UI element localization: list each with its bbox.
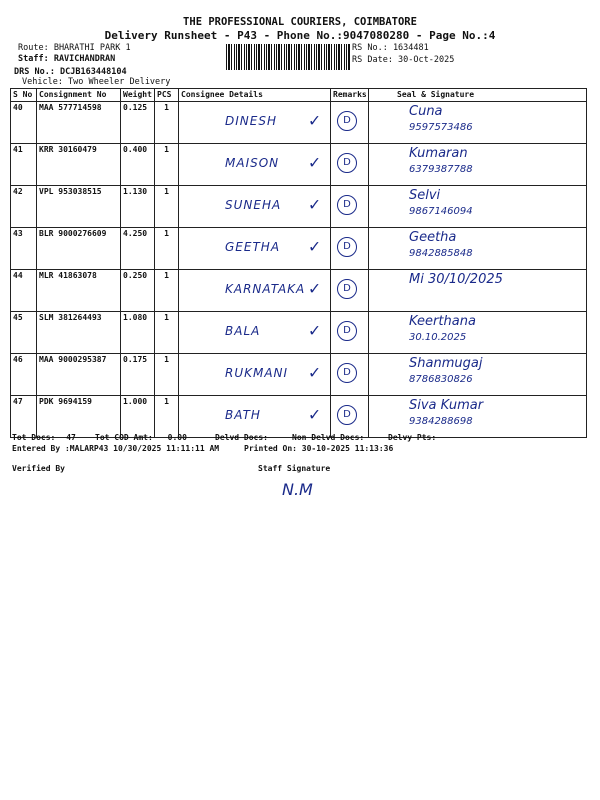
row-sno: 43	[11, 228, 37, 270]
col-consignee: Consignee Details	[179, 89, 331, 102]
row-consignment: MLR 41863078	[37, 270, 121, 312]
col-remarks: Remarks	[331, 89, 369, 102]
drs-label: DRS No.: DCJB163448104	[14, 67, 127, 77]
signature-phone: 6379387788	[409, 164, 473, 175]
row-remarks	[331, 228, 369, 270]
row-consignment: MAA 9000295387	[37, 354, 121, 396]
printed-on: Printed On: 30-10-2025 11:13:36	[244, 444, 394, 453]
row-sno: 46	[11, 354, 37, 396]
row-signature	[369, 270, 587, 312]
signature-handwriting: Keerthana	[409, 314, 476, 329]
signature-handwriting: Kumaran	[409, 146, 468, 161]
tot-docs-value: 47	[66, 433, 76, 442]
row-signature	[369, 228, 587, 270]
row-weight: 1.080	[121, 312, 155, 354]
remark-stamp-icon: D	[337, 237, 357, 257]
row-sno: 45	[11, 312, 37, 354]
signature-handwriting: Siva Kumar	[409, 398, 484, 413]
table-header-row	[11, 89, 587, 102]
runsheet-title: Delivery Runsheet - P43 - Phone No.:9047080280 - Page No.:4	[104, 29, 496, 42]
table-row	[11, 144, 587, 186]
row-consignment: BLR 9000276609	[37, 228, 121, 270]
row-consignment: PDK 9694159	[37, 396, 121, 438]
row-consignee	[179, 144, 331, 186]
row-pcs: 1	[155, 228, 179, 270]
table-row	[11, 312, 587, 354]
verified-by: Verified By	[12, 464, 65, 473]
row-signature	[369, 312, 587, 354]
consignee-handwriting: SUNEHA	[225, 198, 282, 212]
signature-phone: 9867146094	[409, 206, 473, 217]
signature-handwriting: Selvi	[409, 188, 441, 203]
row-sno: 40	[11, 102, 37, 144]
row-weight: 0.250	[121, 270, 155, 312]
row-weight: 4.250	[121, 228, 155, 270]
row-consignee	[179, 186, 331, 228]
row-weight: 1.000	[121, 396, 155, 438]
col-consignment: Consignment No	[37, 89, 121, 102]
remark-stamp-icon: D	[337, 153, 357, 173]
col-sno: S No	[11, 89, 37, 102]
delvd-docs: Delvd Docs:	[215, 433, 268, 442]
check-mark-icon: ✓	[309, 152, 320, 173]
signature-phone: 9384288698	[409, 416, 473, 427]
row-consignee	[179, 312, 331, 354]
row-consignee	[179, 354, 331, 396]
col-seal: Seal & Signature	[369, 89, 587, 102]
table-row	[11, 186, 587, 228]
remark-stamp-icon: D	[337, 195, 357, 215]
row-consignee	[179, 396, 331, 438]
vehicle-label: Vehicle: Two Wheeler Delivery	[22, 77, 171, 87]
table-row	[11, 354, 587, 396]
signature-phone: 8786830826	[409, 374, 473, 385]
check-mark-icon: ✓	[309, 194, 320, 215]
row-consignee	[179, 270, 331, 312]
remark-stamp-icon: D	[337, 363, 357, 383]
row-consignee	[179, 102, 331, 144]
row-sno: 41	[11, 144, 37, 186]
row-remarks	[331, 144, 369, 186]
row-remarks	[331, 102, 369, 144]
row-signature	[369, 354, 587, 396]
row-remarks	[331, 396, 369, 438]
row-remarks	[331, 354, 369, 396]
signature-phone: 9842885848	[409, 248, 473, 259]
row-signature	[369, 396, 587, 438]
row-consignment: MAA 577714598	[37, 102, 121, 144]
signature-phone: 30.10.2025	[409, 332, 467, 343]
barcode	[226, 44, 350, 70]
consignee-handwriting: MAISON	[225, 156, 280, 170]
table-row	[11, 102, 587, 144]
runsheet-table	[10, 88, 587, 438]
staff-signature-handwriting: N.M	[282, 480, 313, 499]
row-weight: 1.130	[121, 186, 155, 228]
row-weight: 0.400	[121, 144, 155, 186]
row-weight: 0.125	[121, 102, 155, 144]
row-pcs: 1	[155, 354, 179, 396]
check-mark-icon: ✓	[309, 404, 320, 425]
consignee-handwriting: DINESH	[225, 114, 277, 128]
row-consignment: KRR 30160479	[37, 144, 121, 186]
col-pcs: PCS	[155, 89, 179, 102]
consignee-handwriting: KARNATAKA	[225, 282, 306, 296]
remark-stamp-icon: D	[337, 405, 357, 425]
row-remarks	[331, 186, 369, 228]
signature-handwriting: Cuna	[409, 104, 443, 119]
rs-date: RS Date: 30-Oct-2025	[352, 55, 455, 65]
row-signature	[369, 186, 587, 228]
staff-label: Staff: RAVICHANDRAN	[18, 54, 116, 64]
row-pcs: 1	[155, 270, 179, 312]
signature-handwriting: Geetha	[409, 230, 457, 245]
route-label: Route: BHARATHI PARK 1	[18, 43, 131, 53]
table-row	[11, 270, 587, 312]
row-consignee	[179, 228, 331, 270]
consignee-handwriting: BATH	[225, 408, 261, 422]
signature-phone: 9597573486	[409, 122, 473, 133]
row-pcs: 1	[155, 312, 179, 354]
col-weight: Weight	[121, 89, 155, 102]
staff-signature-label: Staff Signature	[258, 464, 331, 473]
table-row	[11, 396, 587, 438]
row-sno: 47	[11, 396, 37, 438]
check-mark-icon: ✓	[309, 278, 320, 299]
row-weight: 0.175	[121, 354, 155, 396]
remark-stamp-icon: D	[337, 321, 357, 341]
remark-stamp-icon: D	[337, 279, 357, 299]
consignee-handwriting: GEETHA	[225, 240, 281, 254]
row-consignment: SLM 381264493	[37, 312, 121, 354]
consignee-handwriting: RUKMANI	[225, 366, 289, 380]
tot-docs-label: Tot Docs:	[12, 433, 56, 442]
tot-cod-value: 0.00	[167, 433, 187, 442]
tot-cod-label: Tot COD Amt:	[95, 433, 153, 442]
non-delvd-docs: Non Delvd Docs:	[292, 433, 365, 442]
check-mark-icon: ✓	[309, 236, 320, 257]
entered-by: Entered By :MALARP43 10/30/2025 11:11:11 AM	[12, 444, 220, 453]
row-pcs: 1	[155, 102, 179, 144]
consignee-handwriting: BALA	[225, 324, 261, 338]
remark-stamp-icon: D	[337, 111, 357, 131]
row-sno: 44	[11, 270, 37, 312]
signature-handwriting: Mi 30/10/2025	[409, 272, 503, 287]
row-pcs: 1	[155, 144, 179, 186]
check-mark-icon: ✓	[309, 110, 320, 131]
row-sno: 42	[11, 186, 37, 228]
signature-handwriting: Shanmugaj	[409, 356, 483, 371]
row-consignment: VPL 953038515	[37, 186, 121, 228]
check-mark-icon: ✓	[309, 362, 320, 383]
rs-no: RS No.: 1634481	[352, 43, 429, 53]
delvy-pts: Delvy Pts:	[388, 433, 437, 442]
row-signature	[369, 144, 587, 186]
company-title: THE PROFESSIONAL COURIERS, COIMBATORE	[183, 16, 417, 28]
row-pcs: 1	[155, 396, 179, 438]
row-remarks	[331, 312, 369, 354]
row-signature	[369, 102, 587, 144]
check-mark-icon: ✓	[309, 320, 320, 341]
table-row	[11, 228, 587, 270]
row-pcs: 1	[155, 186, 179, 228]
row-remarks	[331, 270, 369, 312]
